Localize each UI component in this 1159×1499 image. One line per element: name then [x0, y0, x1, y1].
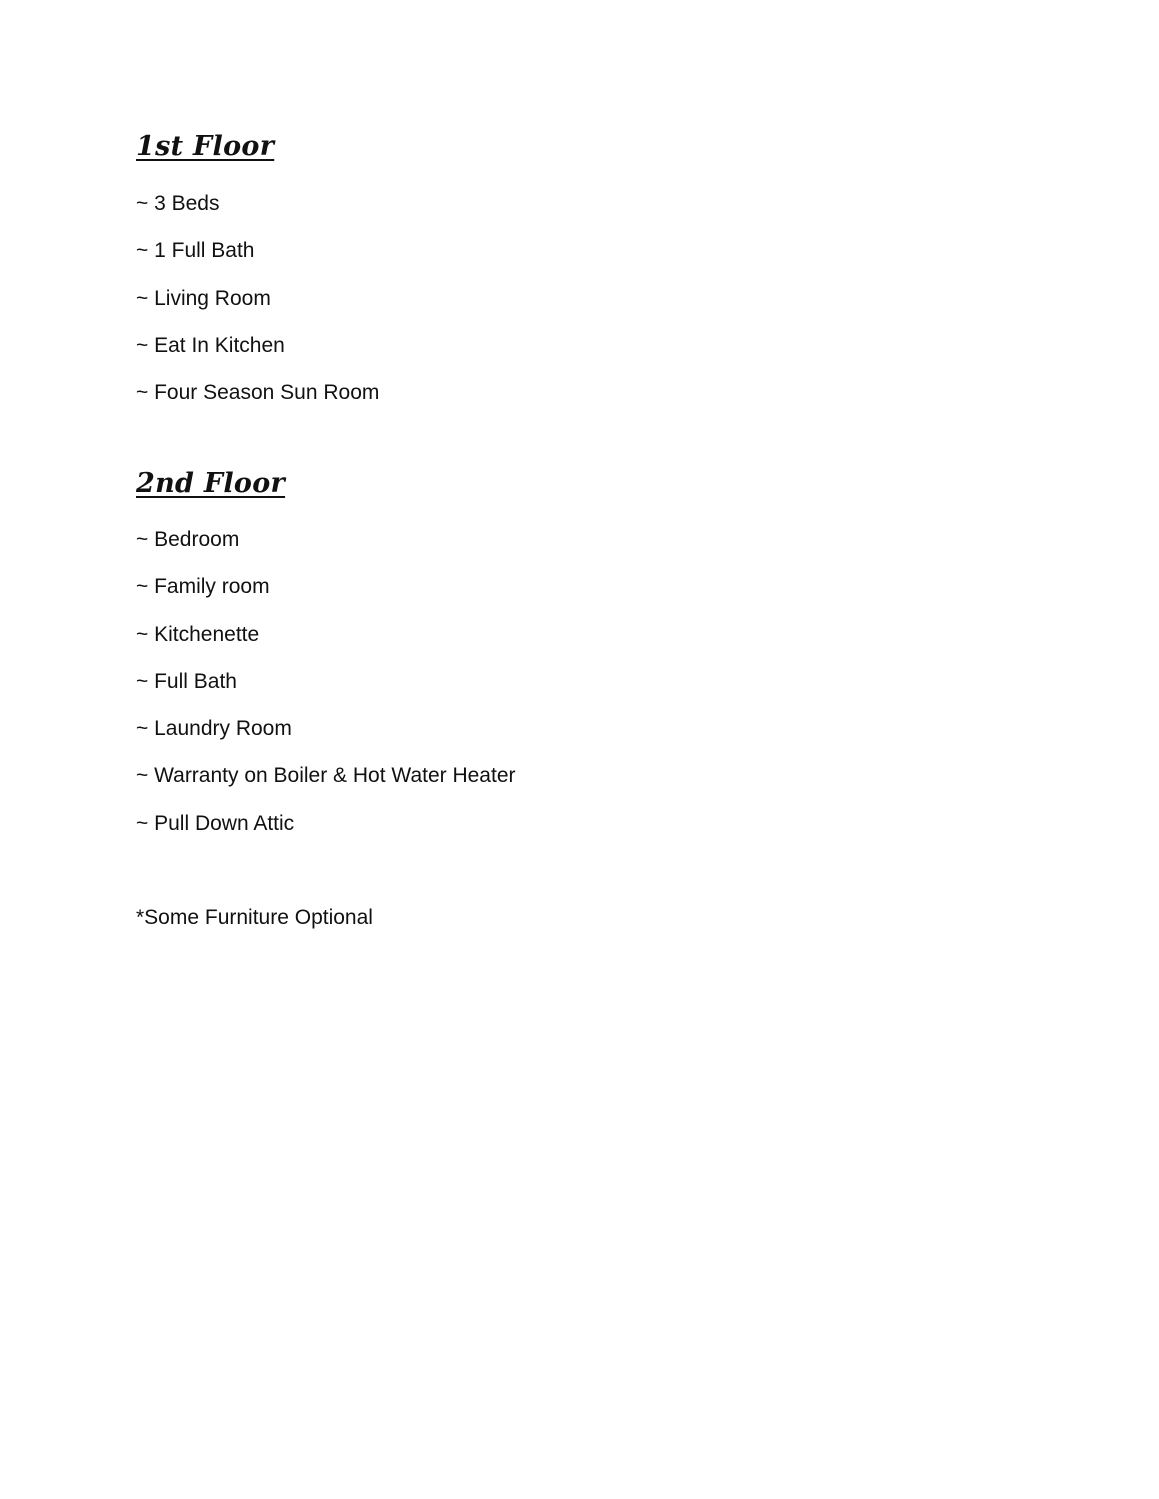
second-floor-feature-list: [136, 527, 516, 858]
list-item: ~ Family room: [136, 575, 270, 599]
list-item: ~ Eat In Kitchen: [136, 333, 285, 357]
list-item: ~ Pull Down Attic: [136, 811, 295, 835]
list-item: ~ Full Bath: [136, 669, 237, 693]
list-item: ~ Laundry Room: [136, 717, 292, 741]
first-floor-feature-list: [136, 191, 379, 427]
list-item: ~ 3 Beds: [136, 192, 220, 215]
list-item: ~ Bedroom: [136, 528, 240, 551]
list-item: ~ Kitchenette: [136, 622, 260, 646]
section-heading-first-floor: 1st Floor: [136, 131, 275, 162]
section-heading-second-floor: 2nd Floor: [136, 468, 286, 499]
furniture-note: *Some Furniture Optional: [136, 906, 373, 929]
list-item: ~ Four Season Sun Room: [136, 381, 380, 405]
list-item: ~ 1 Full Bath: [136, 239, 255, 263]
list-item: ~ Warranty on Boiler & Hot Water Heater: [136, 764, 516, 788]
list-item: ~ Living Room: [136, 286, 271, 310]
